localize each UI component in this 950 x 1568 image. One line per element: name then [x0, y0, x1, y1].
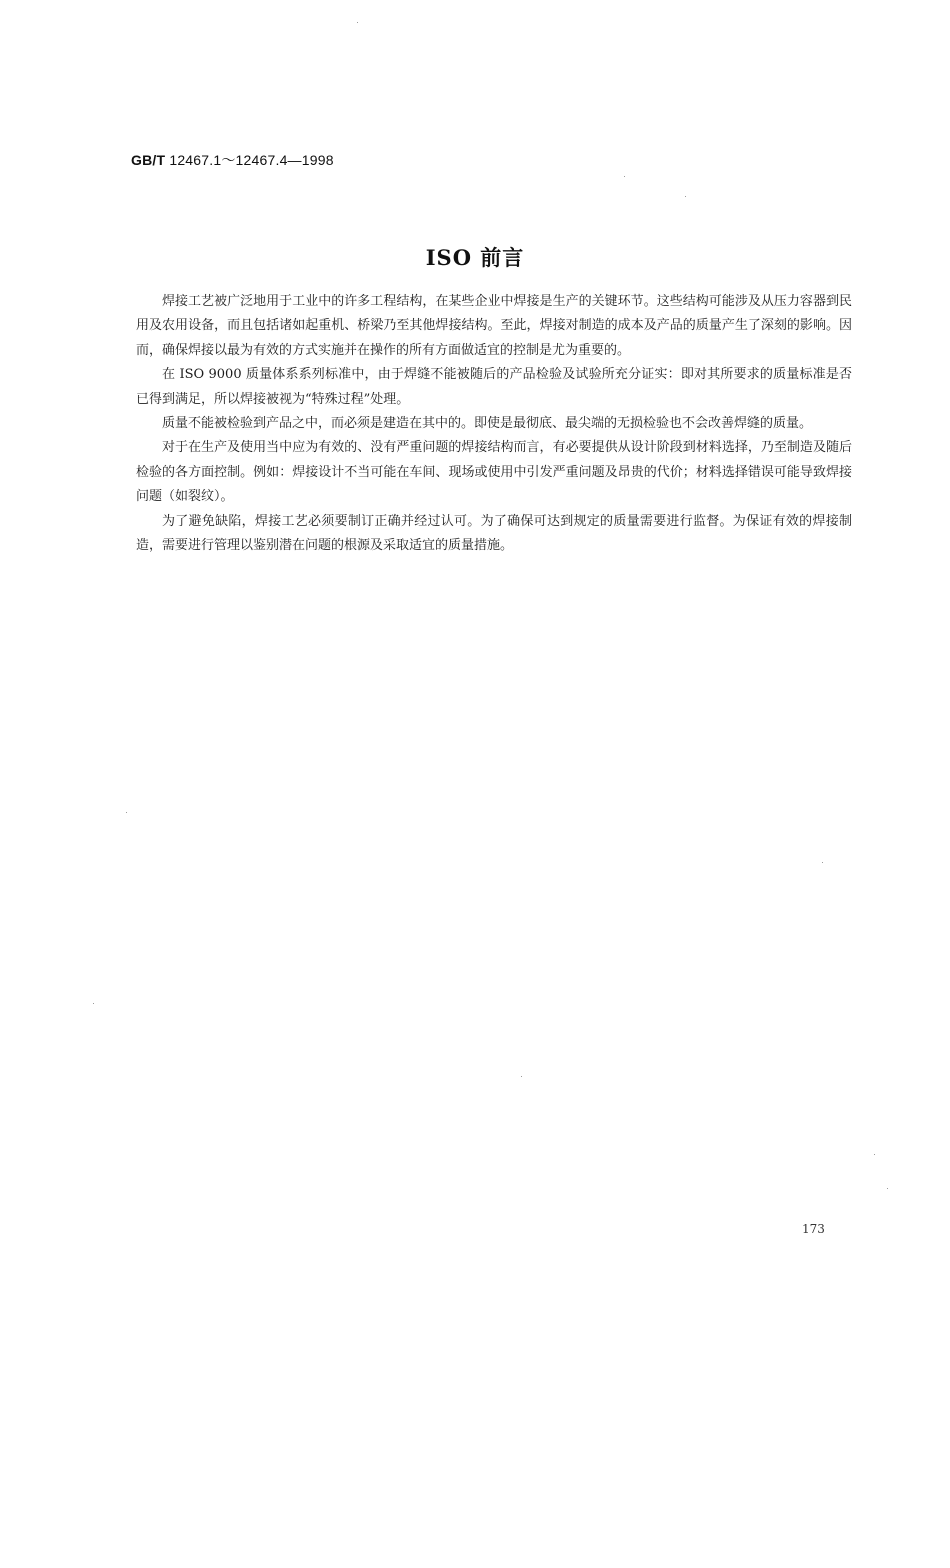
standard-number: 12467.1～12467.4—1998	[165, 152, 334, 168]
paragraph-5: 为了避免缺陷，焊接工艺必须要制订正确并经过认可。为了确保可达到规定的质量需要进行监督。为保证有效的焊接制造，需要进行管理以鉴别潜在问题的根源及采取适宜的质量措施。	[136, 513, 852, 554]
scan-speck	[93, 1003, 94, 1004]
page-number: 173	[802, 1222, 825, 1236]
page-title: ISO 前言	[425, 245, 525, 270]
scan-speck	[685, 196, 686, 197]
paragraph-2: 在 ISO 9000 质量体系系列标准中，由于焊缝不能被随后的产品检验及试验所充分证实：即对其所要求的质量标准是否已得到满足，所以焊接被视为“特殊过程”处理。	[136, 367, 852, 407]
body-text	[136, 290, 852, 558]
paragraph-4: 对于在生产及使用当中应为有效的、没有严重问题的焊接结构而言，有必要提供从设计阶段到材料选择，乃至制造及随后检验的各方面控制。例如：焊接设计不当可能在车间、现场或使用中引发严重问题及昂贵的代价；材料选择错误可能导致焊接问题（如裂纹）。	[136, 440, 852, 505]
scan-speck	[822, 862, 823, 863]
standard-code-header	[131, 150, 334, 170]
standard-prefix: GB/T	[131, 152, 166, 168]
scan-speck	[887, 1188, 888, 1189]
scan-speck	[521, 1076, 522, 1077]
paragraph-3: 质量不能被检验到产品之中，而必须是建造在其中的。即使是最彻底、最尖端的无损检验也不会改善焊缝的质量。	[162, 416, 813, 432]
scan-speck	[126, 812, 127, 813]
scan-speck	[357, 22, 358, 23]
paragraph-1: 焊接工艺被广泛地用于工业中的许多工程结构，在某些企业中焊接是生产的关键环节。这些结构可能涉及从压力容器到民用及农用设备，而且包括诸如起重机、桥梁乃至其他焊接结构。至此，焊接对制造的成本及产品的质量产生了深刻的影响。因而，确保焊接以最为有效的方式实施并在操作的所有方面做适宜的控制是尤为重要的。	[136, 294, 852, 358]
scan-speck	[624, 176, 625, 177]
scan-speck	[874, 1154, 875, 1155]
